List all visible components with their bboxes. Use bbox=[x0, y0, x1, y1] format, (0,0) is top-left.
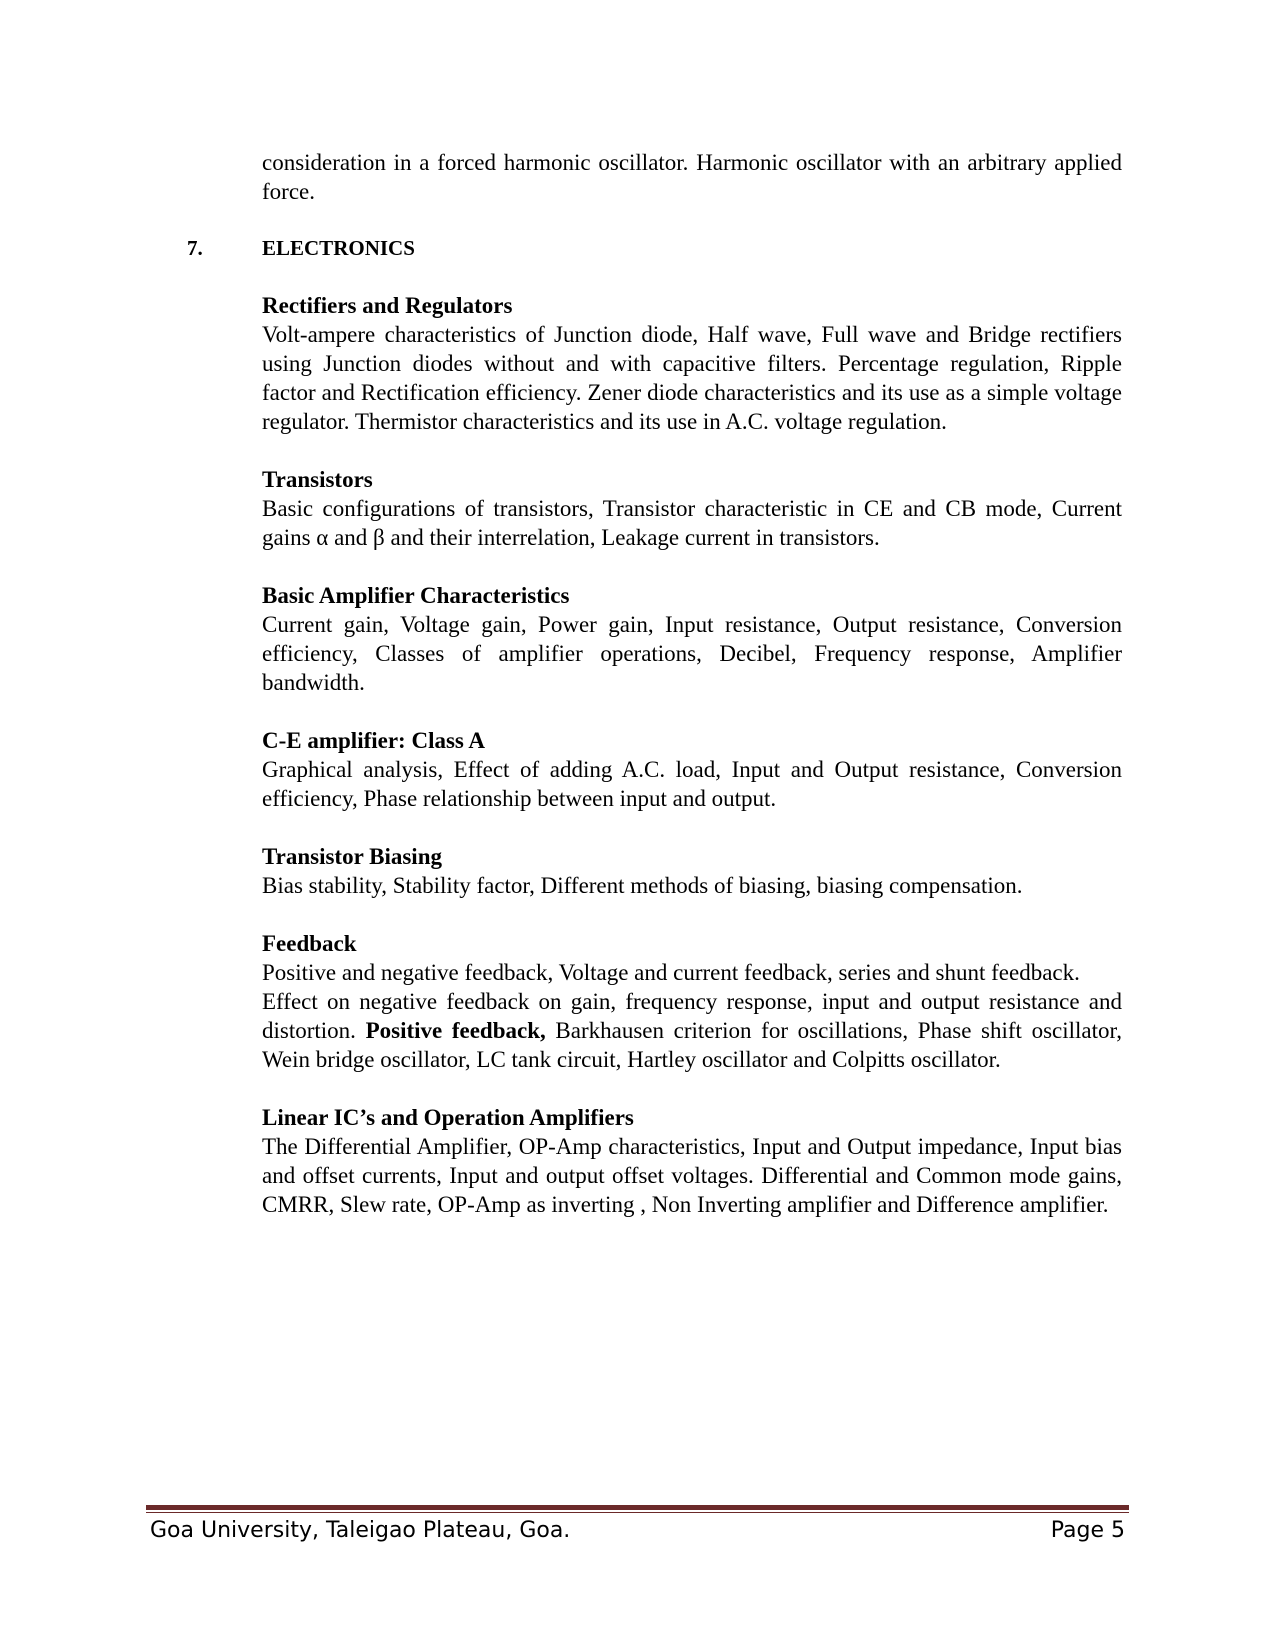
topic-rectifiers bbox=[262, 291, 1122, 436]
topic-body: Basic configurations of transistors, Transistor characteristic in CE and CB mode, Current gains α and β and their interrelation, Leakage current in transistors. bbox=[262, 496, 1122, 550]
topic-body: The Differential Amplifier, OP-Amp characteristics, Input and Output impedance, Input bias and offset currents, Input and output offset voltages. Differential and Common mode gains, CMRR, Slew rate, OP-Amp as inverting , Non Inverting amplifier and Difference amplifier. bbox=[262, 1134, 1122, 1217]
topic-heading: C-E amplifier: Class A bbox=[262, 728, 485, 753]
topic-heading: Transistor Biasing bbox=[262, 844, 442, 869]
topic-body: Graphical analysis, Effect of adding A.C. load, Input and Output resistance, Conversion efficiency, Phase relationship between input and output. bbox=[262, 757, 1122, 811]
intro-paragraph: consideration in a forced harmonic oscillator. Harmonic oscillator with an arbitrary applied force. bbox=[262, 150, 1122, 204]
page-content bbox=[187, 148, 1123, 1248]
topic-ce-amplifier bbox=[262, 726, 1122, 813]
topic-body-part: Barkhausen criterion for oscillations, Phase shift oscillator, Wein bridge oscillator, LC tank circuit, Hartley oscillator and Colpitts oscillator. bbox=[262, 1018, 1123, 1072]
topic-heading: Transistors bbox=[262, 467, 373, 492]
section-heading bbox=[187, 234, 1122, 263]
footer-divider-thin bbox=[146, 1512, 1129, 1513]
page-number: Page 5 bbox=[1050, 1518, 1125, 1543]
topic-body-part: Effect on negative feedback on gain, frequency response, input and output resistance and distortion. bbox=[262, 989, 1122, 1043]
topic-body: Bias stability, Stability factor, Different methods of biasing, biasing compensation. bbox=[262, 873, 1023, 898]
topic-basic-amplifier bbox=[262, 581, 1122, 697]
footer-divider bbox=[146, 1505, 1129, 1510]
topic-body: Positive and negative feedback, Voltage and current feedback, series and shunt feedback. bbox=[262, 960, 1080, 985]
topic-transistors bbox=[262, 465, 1122, 552]
topic-linear-ics bbox=[262, 1103, 1122, 1219]
section-number: 7. bbox=[187, 236, 203, 260]
topic-heading: Basic Amplifier Characteristics bbox=[262, 583, 570, 608]
topic-feedback bbox=[262, 929, 1122, 1074]
topic-heading: Feedback bbox=[262, 931, 357, 956]
topic-heading: Rectifiers and Regulators bbox=[262, 293, 513, 318]
topic-body-continued bbox=[262, 987, 1122, 1074]
topic-body: Volt-ampere characteristics of Junction diode, Half wave, Full wave and Bridge rectifiers using Junction diodes without and with capacitive filters. Percentage regulation, Ripple factor and Rectification efficiency. Zener diode characteristics and its use as a simple voltage regulator. Thermistor characteristics and its use in A.C. voltage regulation. bbox=[262, 322, 1122, 434]
section-title: ELECTRONICS bbox=[262, 236, 415, 260]
page-footer bbox=[150, 1516, 1125, 1546]
topic-transistor-biasing bbox=[262, 842, 1122, 900]
topic-heading: Linear IC’s and Operation Amplifiers bbox=[262, 1105, 634, 1130]
topic-inline-heading: Positive feedback, bbox=[365, 1018, 546, 1043]
footer-institution: Goa University, Taleigao Plateau, Goa. bbox=[150, 1518, 571, 1543]
topic-body: Current gain, Voltage gain, Power gain, Input resistance, Output resistance, Conversion efficiency, Classes of amplifier operations, Decibel, Frequency response, Amplifier bandwidth. bbox=[262, 612, 1122, 695]
